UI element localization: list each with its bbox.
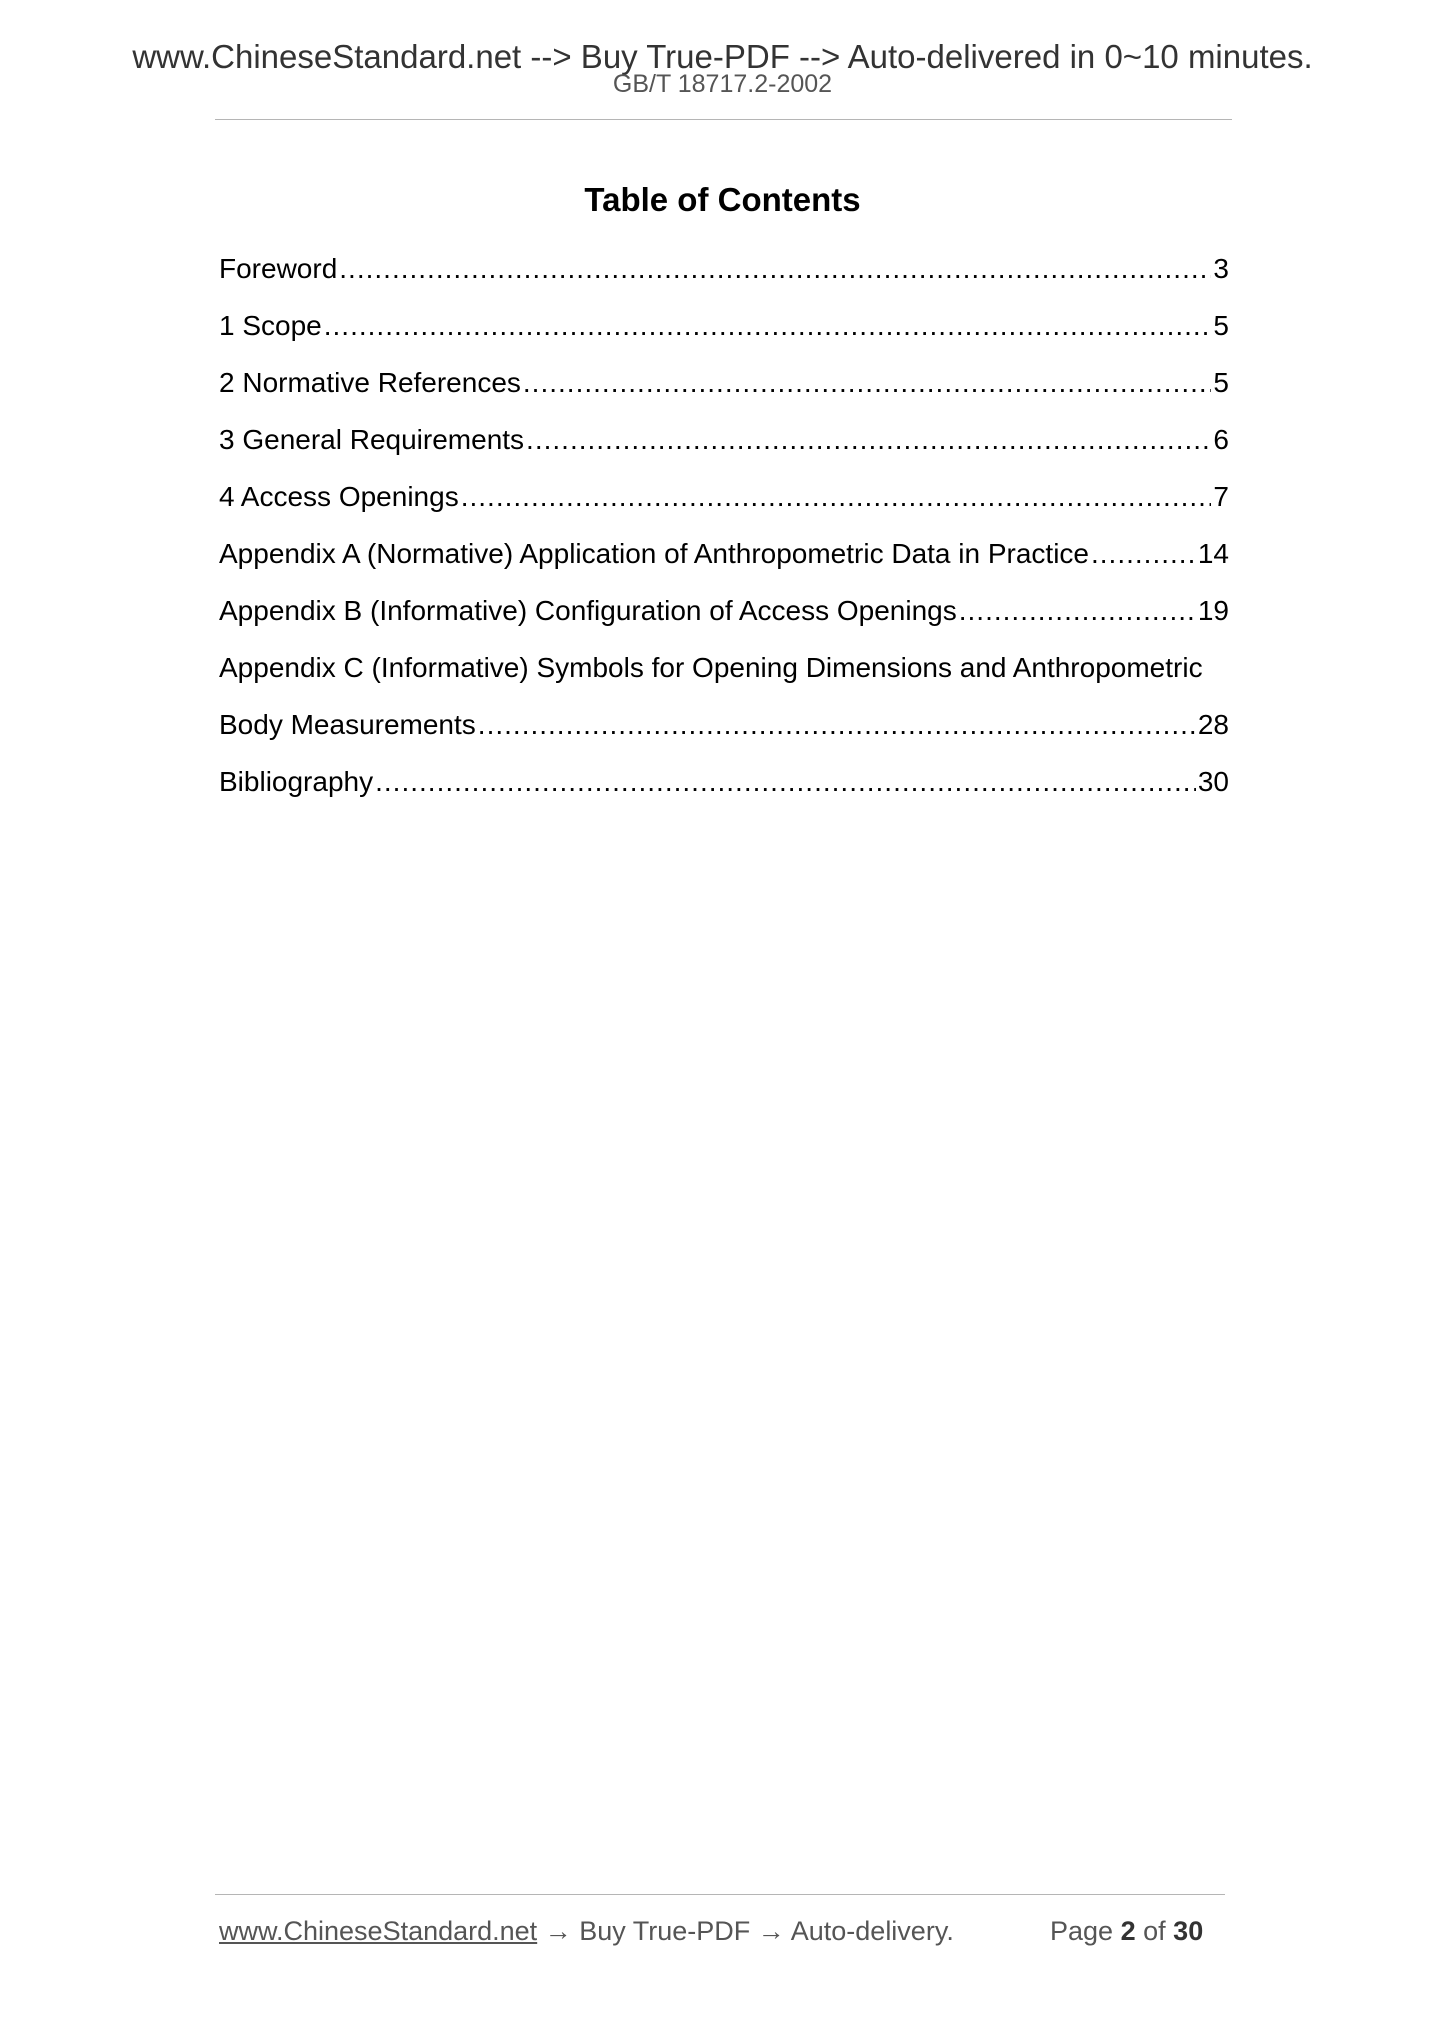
toc-entry-text: 4 Access Openings	[219, 481, 459, 512]
page-label: Page	[1050, 1916, 1114, 1946]
toc-title: Table of Contents	[584, 181, 861, 218]
toc-entry-access-openings[interactable]	[219, 477, 1229, 534]
toc-entry-general-requirements[interactable]	[219, 420, 1229, 477]
toc-leader-dots	[523, 363, 1212, 403]
toc-entry-text: Appendix A (Normative) Application of Anthropometric Data in Practice	[219, 538, 1089, 569]
toc-entry-text: Appendix C (Informative) Symbols for Opening Dimensions and Anthropometric	[219, 652, 1203, 683]
toc-entry-appendix-c[interactable]	[219, 648, 1229, 705]
toc-entry-page: 5	[1213, 367, 1229, 398]
toc-entry-appendix-c-continued[interactable]	[219, 705, 1229, 762]
page-of-label: of	[1143, 1916, 1166, 1946]
toc-entry-text: Foreword	[219, 253, 338, 284]
toc-entry-scope[interactable]	[219, 306, 1229, 363]
toc-leader-dots	[375, 762, 1196, 802]
footer-site-link[interactable]: www.ChineseStandard.net	[219, 1916, 538, 1946]
toc-leader-dots	[959, 591, 1196, 631]
toc-entry-text: Bibliography	[219, 766, 374, 797]
toc-entry-text: 1 Scope	[219, 310, 322, 341]
toc-entry-page: 14	[1197, 538, 1229, 569]
site-banner: www.ChineseStandard.net --> Buy True-PDF --> Auto-delivered in 0~10 minutes.	[132, 38, 1313, 75]
page-footer	[219, 1914, 1219, 1948]
toc-entry-text: Appendix B (Informative) Configuration of Access Openings	[219, 595, 957, 626]
toc-entry-page: 3	[1213, 253, 1229, 284]
page-current: 2	[1120, 1916, 1136, 1946]
toc-leader-dots	[339, 249, 1211, 289]
footer-tagline: → Buy True-PDF → Auto-delivery.	[537, 1916, 954, 1946]
toc-entry-page: 28	[1197, 709, 1229, 740]
toc-leader-dots	[526, 420, 1211, 460]
toc-entry-page: 19	[1197, 595, 1229, 626]
page-number-indicator	[1050, 1914, 1203, 1948]
toc-entry-page: 5	[1213, 310, 1229, 341]
footer-divider	[215, 1894, 1225, 1895]
toc-leader-dots	[461, 477, 1212, 517]
document-code: GB/T 18717.2-2002	[612, 70, 833, 98]
toc-entry-page: 6	[1213, 424, 1229, 455]
toc-entry-page: 7	[1213, 481, 1229, 512]
toc-entry-appendix-a[interactable]	[219, 534, 1229, 591]
toc-list	[219, 249, 1229, 819]
header-divider	[215, 119, 1232, 120]
toc-entry-bibliography[interactable]	[219, 762, 1229, 819]
toc-entry-text: 2 Normative References	[219, 367, 521, 398]
toc-entry-page: 30	[1197, 766, 1229, 797]
toc-entry-text: 3 General Requirements	[219, 424, 525, 455]
toc-entry-text: Body Measurements	[219, 709, 476, 740]
toc-leader-dots	[1091, 534, 1196, 574]
toc-entry-normative-references[interactable]	[219, 363, 1229, 420]
toc-entry-appendix-b[interactable]	[219, 591, 1229, 648]
page-total: 30	[1173, 1916, 1204, 1946]
toc-entry-foreword[interactable]	[219, 249, 1229, 306]
toc-leader-dots	[324, 306, 1212, 346]
toc-leader-dots	[478, 705, 1196, 745]
